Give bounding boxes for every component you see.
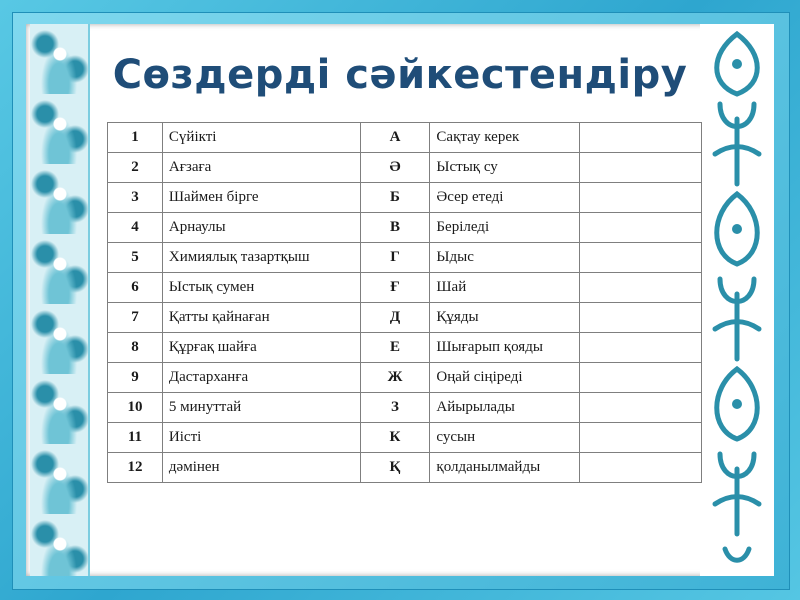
- answer-blank-cell[interactable]: [580, 153, 702, 183]
- definition-cell: Ыдыс: [430, 243, 580, 273]
- word-cell: Ағзаға: [162, 153, 360, 183]
- letter-cell: Б: [360, 183, 430, 213]
- table-row: [108, 303, 702, 333]
- definition-cell: Сақтау керек: [430, 123, 580, 153]
- table-row: [108, 333, 702, 363]
- word-cell: 5 минуттай: [162, 393, 360, 423]
- word-cell: Иісті: [162, 423, 360, 453]
- letter-cell: К: [360, 423, 430, 453]
- word-cell: Ыстық сумен: [162, 273, 360, 303]
- word-cell: Сүйікті: [162, 123, 360, 153]
- answer-blank-cell[interactable]: [580, 453, 702, 483]
- letter-cell: Ғ: [360, 273, 430, 303]
- definition-cell: Шай: [430, 273, 580, 303]
- word-cell: Химиялық тазартқыш: [162, 243, 360, 273]
- answer-blank-cell[interactable]: [580, 393, 702, 423]
- table-row: [108, 393, 702, 423]
- row-number: 5: [108, 243, 163, 273]
- definition-cell: сусын: [430, 423, 580, 453]
- row-number: 10: [108, 393, 163, 423]
- answer-blank-cell[interactable]: [580, 213, 702, 243]
- word-cell: Дастарханға: [162, 363, 360, 393]
- letter-cell: Г: [360, 243, 430, 273]
- row-number: 2: [108, 153, 163, 183]
- answer-blank-cell[interactable]: [580, 183, 702, 213]
- table-row: [108, 453, 702, 483]
- letter-cell: З: [360, 393, 430, 423]
- definition-cell: Құяды: [430, 303, 580, 333]
- word-cell: Шаймен бірге: [162, 183, 360, 213]
- word-cell: Қатты қайнаған: [162, 303, 360, 333]
- definition-cell: Айырылады: [430, 393, 580, 423]
- table-row: [108, 123, 702, 153]
- word-cell: Құрғақ шайға: [162, 333, 360, 363]
- table-row: [108, 423, 702, 453]
- answer-blank-cell[interactable]: [580, 273, 702, 303]
- answer-blank-cell[interactable]: [580, 303, 702, 333]
- letter-cell: Қ: [360, 453, 430, 483]
- table-row: [108, 243, 702, 273]
- answer-blank-cell[interactable]: [580, 333, 702, 363]
- word-cell: дәмінен: [162, 453, 360, 483]
- row-number: 12: [108, 453, 163, 483]
- matching-table: [107, 122, 702, 483]
- row-number: 4: [108, 213, 163, 243]
- table-row: [108, 153, 702, 183]
- definition-cell: Беріледі: [430, 213, 580, 243]
- page-title: Сөздерді сәйкестендіру: [112, 52, 688, 98]
- definition-cell: Ыстық су: [430, 153, 580, 183]
- table-row: [108, 363, 702, 393]
- definition-cell: Әсер етеді: [430, 183, 580, 213]
- row-number: 9: [108, 363, 163, 393]
- definition-cell: Шығарып қояды: [430, 333, 580, 363]
- letter-cell: Д: [360, 303, 430, 333]
- answer-blank-cell[interactable]: [580, 243, 702, 273]
- letter-cell: Ж: [360, 363, 430, 393]
- word-cell: Арнаулы: [162, 213, 360, 243]
- row-number: 8: [108, 333, 163, 363]
- table-row: [108, 183, 702, 213]
- table-row: [108, 273, 702, 303]
- row-number: 7: [108, 303, 163, 333]
- answer-blank-cell[interactable]: [580, 123, 702, 153]
- answer-blank-cell[interactable]: [580, 423, 702, 453]
- definition-cell: қолданылмайды: [430, 453, 580, 483]
- row-number: 1: [108, 123, 163, 153]
- letter-cell: А: [360, 123, 430, 153]
- letter-cell: Е: [360, 333, 430, 363]
- definition-cell: Оңай сіңіреді: [430, 363, 580, 393]
- answer-blank-cell[interactable]: [580, 363, 702, 393]
- row-number: 11: [108, 423, 163, 453]
- table-row: [108, 213, 702, 243]
- row-number: 6: [108, 273, 163, 303]
- floral-pattern-icon: [30, 24, 90, 576]
- letter-cell: Ә: [360, 153, 430, 183]
- row-number: 3: [108, 183, 163, 213]
- kazakh-ornament-icon: [700, 24, 774, 576]
- letter-cell: В: [360, 213, 430, 243]
